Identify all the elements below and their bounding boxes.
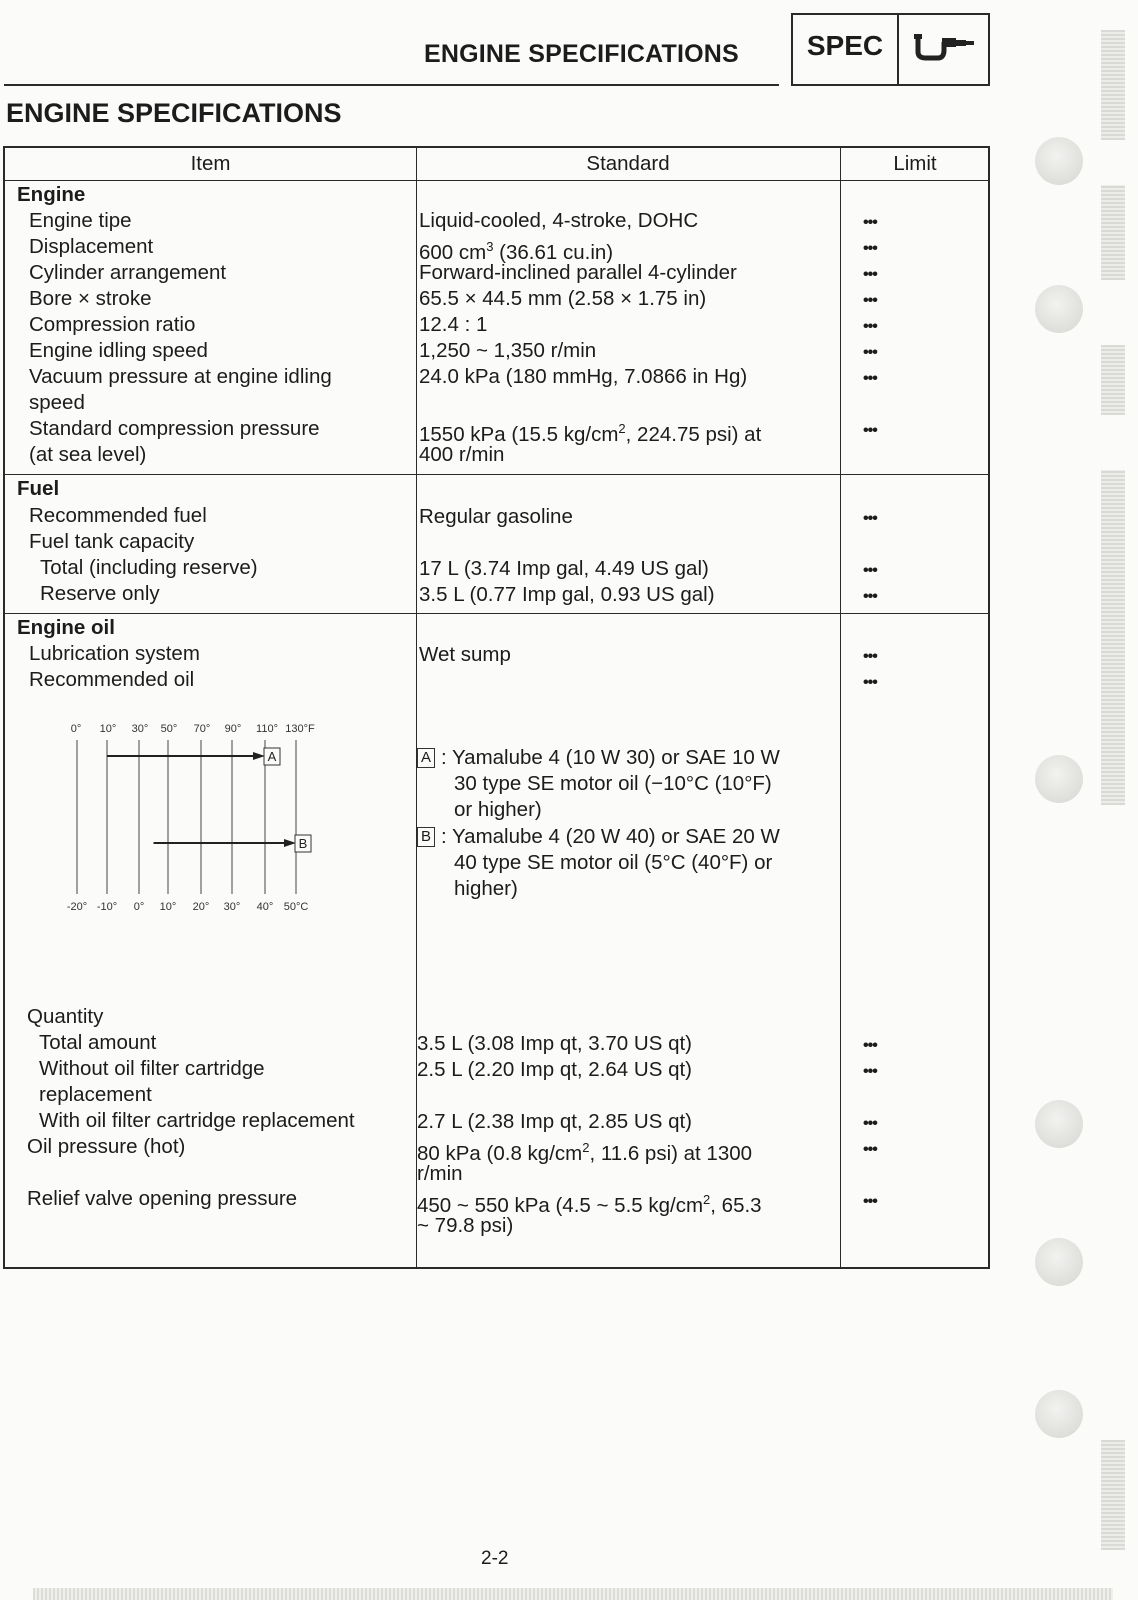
standard-value: 12.4 : 1 [419,313,488,336]
item-label: Relief valve opening pressure [27,1187,298,1210]
binder-hole [1035,285,1083,333]
standard-value-continued: 400 r/min [419,443,505,466]
micrometer-icon [899,15,988,84]
limit-mark: ••• [863,648,877,665]
arrow-label: A [267,749,277,764]
limit-mark: ••• [863,292,877,309]
standard-value: Regular gasoline [419,505,573,528]
fahrenheit-tick-label: 30° [131,723,149,735]
oil-legend-a: A : Yamalube 4 (10 W 30) or SAE 10 W [417,745,780,772]
limit-mark: ••• [863,674,877,691]
item-label: Vacuum pressure at engine idling [29,365,332,388]
binder-hole [1035,137,1083,185]
limit-mark: ••• [863,240,877,257]
standard-value: 3.5 L (0.77 Imp gal, 0.93 US gal) [419,583,715,606]
oil-legend-b: B : Yamalube 4 (20 W 40) or SAE 20 W [417,824,780,851]
item-label: Displacement [29,235,154,258]
celsius-tick-label: -10° [96,901,118,913]
standard-value: 2.7 L (2.38 Imp qt, 2.85 US qt) [417,1110,692,1133]
item-label: Recommended fuel [29,504,207,527]
celsius-tick-label: 20° [192,901,210,913]
limit-mark: ••• [863,266,877,283]
celsius-tick-label: 50°C [283,901,309,913]
standard-value-continued: ~ 79.8 psi) [417,1214,514,1237]
standard-value: 1550 kPa (15.5 $kg/cm^2$, 224.75 psi) at [419,421,762,446]
standard-value: 65.5 × 44.5 mm (2.58 × 1.75 in) [419,287,707,310]
item-label: Recommended oil [29,668,195,691]
binder-hole [1035,1390,1083,1438]
edge-band [1101,30,1125,140]
limit-mark: ••• [863,1063,877,1080]
item-label: Engine idling speed [29,339,208,362]
section-divider [5,474,988,475]
running-header-title: ENGINE SPECIFICATIONS [424,40,739,68]
fahrenheit-tick-label: 130°F [285,723,315,735]
item-label: Oil pressure (hot) [27,1135,186,1158]
arrow-head [253,752,265,760]
standard-value: Forward-inclined parallel 4-cylinder [419,261,737,284]
section-heading-engine: Engine [17,183,86,206]
item-label: Cylinder arrangement [29,261,227,284]
celsius-tick-label: 40° [256,901,274,913]
limit-mark: ••• [863,1037,877,1054]
item-label-continued: (at sea level) [29,443,147,466]
column-header-item: Item [190,152,231,175]
arrow-head [284,839,296,847]
fahrenheit-tick-label: 110° [256,723,278,735]
limit-mark: ••• [863,370,877,387]
column-divider [840,148,841,1267]
standard-value: 24.0 kPa (180 mmHg, 7.0866 in Hg) [419,365,748,388]
column-divider [416,148,417,1267]
standard-value: Wet sump [419,643,511,666]
header-divider [5,180,988,181]
binder-hole [1035,755,1083,803]
item-label: Without oil filter cartridge [39,1057,265,1080]
item-label: Reserve only [40,582,160,605]
oil-temperature-chart [65,720,335,915]
limit-mark: ••• [863,562,877,579]
limit-mark: ••• [863,344,877,361]
item-label: With oil filter cartridge replacement [39,1109,355,1132]
section-divider [5,613,988,614]
limit-mark: ••• [863,1193,877,1210]
standard-value: 450 ~ 550 kPa (4.5 ~ 5.5 $kg/cm^2$, 65.3 [417,1192,762,1217]
item-label: Lubrication system [29,642,200,665]
limit-mark: ••• [863,214,877,231]
limit-mark: ••• [863,1115,877,1132]
binder-hole [1035,1238,1083,1286]
celsius-tick-label: 30° [223,901,241,913]
oil-legend-a-line: or higher) [454,798,542,821]
bottom-edge-band [33,1588,1113,1600]
arrow-label: B [298,836,308,851]
column-header-limit: Limit [893,152,937,175]
celsius-tick-label: 0° [133,901,145,913]
standard-value: 2.5 L (2.20 Imp qt, 2.64 US qt) [417,1058,692,1081]
item-label: Compression ratio [29,313,196,336]
header-rule [4,84,779,86]
item-label-continued: speed [29,391,85,414]
fahrenheit-tick-label: 10° [99,723,117,735]
oil-legend-b-line: higher) [454,877,518,900]
limit-mark: ••• [863,318,877,335]
legend-key-b: B [417,827,435,847]
item-label: Total (including reserve) [40,556,258,579]
item-label: Bore × stroke [29,287,152,310]
section-heading-fuel: Fuel [17,477,60,500]
column-header-standard: Standard [586,152,670,175]
edge-band [1101,1440,1125,1550]
item-label: Fuel tank capacity [29,530,195,553]
celsius-tick-label: -20° [66,901,88,913]
oil-legend-a-line: 30 type SE motor oil (−10°C (10°F) [454,772,772,795]
limit-mark: ••• [863,510,877,527]
legend-key-a: A [417,748,435,768]
standard-value: 600 $cm^3$ (36.61 cu.in) [419,239,614,264]
fahrenheit-tick-label: 50° [160,723,178,735]
page-number: 2-2 [481,1548,509,1569]
standard-value-continued: r/min [417,1162,463,1185]
item-label: Standard compression pressure [29,417,320,440]
section-heading-engine-oil: Engine oil [17,616,115,639]
item-label: Total amount [39,1031,157,1054]
edge-band [1101,345,1125,415]
item-label: Engine tipe [29,209,132,232]
spec-section-tag [791,13,990,86]
fahrenheit-tick-label: 90° [224,723,242,735]
fahrenheit-tick-label: 0° [70,723,82,735]
item-label: Quantity [27,1005,104,1028]
binder-hole [1035,1100,1083,1148]
spec-table [3,146,990,1269]
limit-mark: ••• [863,422,877,439]
standard-value: 17 L (3.74 Imp gal, 4.49 US gal) [419,557,709,580]
item-label-continued: replacement [39,1083,152,1106]
edge-band [1101,470,1125,805]
standard-value: 3.5 L (3.08 Imp qt, 3.70 US qt) [417,1032,692,1055]
celsius-tick-label: 10° [159,901,177,913]
standard-value: 1,250 ~ 1,350 r/min [419,339,597,362]
standard-value: Liquid-cooled, 4-stroke, DOHC [419,209,699,232]
limit-mark: ••• [863,588,877,605]
fahrenheit-tick-label: 70° [193,723,211,735]
oil-legend-b-line: 40 type SE motor oil (5°C (40°F) or [454,851,773,874]
standard-value: 80 kPa (0.8 $kg/cm^2$, 11.6 psi) at 1300 [417,1140,753,1165]
edge-band [1101,185,1125,280]
spec-label: SPEC [793,15,899,84]
page-title: ENGINE SPECIFICATIONS [6,98,342,128]
limit-mark: ••• [863,1141,877,1158]
